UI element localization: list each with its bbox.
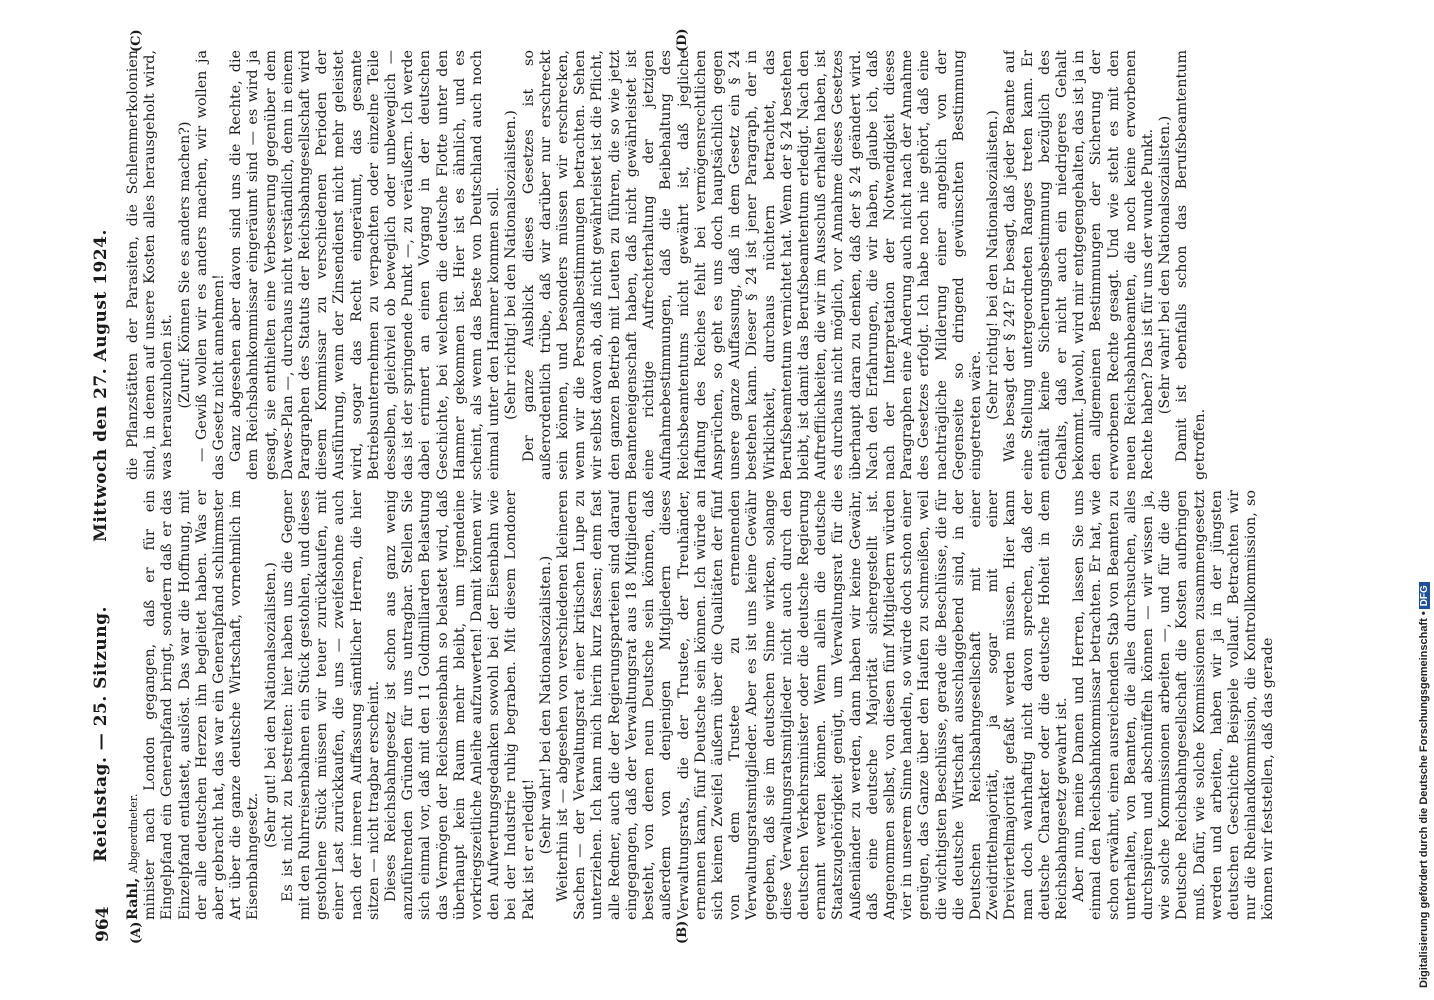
digitization-credit-strip — [1416, 8, 1434, 988]
interjection: (Sehr wahr! bei den Nationalsozialisten.) — [1157, 115, 1174, 415]
speaker-role: Abgeordneter. — [127, 793, 140, 874]
page-number: 964 — [93, 906, 113, 942]
session-date: Mittwoch den 27. August 1924. — [91, 229, 111, 542]
paragraph: Damit ist ebenfalls schon das Berufsbeamtentum getroffen. — [1174, 50, 1208, 480]
rotated-document-page — [85, 28, 1315, 944]
interjection: (Sehr wahr! bei den Nationalsozialisten.) — [537, 555, 554, 855]
paragraph: Der ganze Ausblick dieses Gesetzes ist so außerordentlich trübe, daß wir darüber nur erschreckt sein können, und besonders müssen wir erschrecken, wenn wir die Personalbestimmungen betrachten. Sehen wir selbst davon ab, daß nicht gewährleistet ist die Pflicht, den ganzen Betrieb mit Leuten zu führen, die so wie jetzt Beamteneigenschaft haben, daß nicht gewährleistet ist eine richtige Aufrechterhaltung der jetzigen Aufnahmebestimmungen, daß die Beibehaltung des Reichsbeamtentums nicht gewährt ist, daß jegliche Haftung des Reiches fehlt bei vermögensrechtlichen Ansprüchen, so geht es uns doch hauptsächlich gegen unsere ganze Auffassung, daß in dem Gesetz ein § 24 bestehen kann. Dieser § 24 ist jener Paragraph, der in Wirklichkeit, durchaus nüchtern betrachtet, das Berufsbeamtentum vernichtet hat. Wenn der § 24 bestehen bleibt, ist damit das Berufsbeamtentum erledigt. Nach den Auftrefflichkeiten, die wir im Ausschuß erhalten haben, ist es durchaus nicht möglich, vor Annahme dieses Gesetzes überhaupt daran zu denken, daß der § 24 geändert wird. Nach den Erfahrungen, die wir haben, glaube ich, daß nach der Interpretation der Notwendigkeit dieses Paragraphen eine Änderung auch nicht nach der Annahme des Gesetzes erfolgt. Ich habe noch nie gehört, daß eine nachträgliche Milderung einer angeblich von der Gegenseite so dringend gewünschten Bestimmung eingetreten wäre. — [520, 50, 984, 480]
text-column-left — [125, 490, 1305, 920]
paragraph: minister nach London gegangen, daß er für ein Eingelpfand ein Generalpfand bringt, sondern daß er das Einzelpfand entlastet, auslöst. Das war die Hoffnung, mit der alle deutschen Herzen ihn begleitet haben. Was er aber gebracht hat, das war ein Generalpfand schlimmster Art über die ganze deutsche Wirtschaft, vornehmlich im Eisenbahngesetz. — [142, 490, 262, 920]
text-column-right — [125, 50, 1305, 480]
margin-marker-d: (D) — [675, 28, 690, 52]
page-header — [85, 37, 125, 942]
paragraph: Weiterhin ist — abgesehen von verschiedenen kleineren Sachen — der Verwaltungsrat einer kritischen Lupe zu unterziehen. Ich kann mich hierin kurz fassen; denn fast alle Redner, auch die der Regierungsparteien sind darauf eingegangen, daß der Verwaltungsrat aus 18 Mitgliedern besteht, von denen neun Deutsche sein können, daß außerdem von denjenigen Mitgliedern dieses Verwaltungsrats, die der Trustee, der Treuhänder, ernennen kann, fünf Deutsche sein können. Ich würde an sich keinen Zweifel äußern über die Qualitäten der fünf von dem Trustee zu ernennenden Verwaltungsratsmitglieder. Aber es ist uns keine Gewähr gegeben, daß sie im deutschen Sinne wirken, solange diese Verwaltungsratsmitglieder nicht auch durch den deutschen Verkehrsminister oder die deutsche Regierung ernannt werden können. Wenn allein die deutsche Staatszugehörigkeit genügt, um Verwaltungsrat für die Außenländer zu werden, dann haben wir keine Gewähr, daß eine deutsche Majorität sichergestellt ist. Angenommen selbst, von diesen fünf Mitgliedern würden vier in unserem Sinne handeln, so würde doch schon einer genügen, das Ganze über den Haufen zu schmeißen, weil die wichtigsten Beschlüsse, gerade die Beschlüsse, die für die deutsche Wirtschaft ausschlaggebend sind, in der Deutschen Reichsbahngesellschaft mit einer Zweidrittelmajorität, ja sogar mit einer Dreiviertelmajorität gefaßt werden müssen. Hier kann man doch wahrhaftig nicht davon sprechen, daß der deutsche Charakter oder die deutsche Hoheit in dem Reichsbahngesetz gewahrt ist. — [555, 490, 1070, 920]
paragraph: — Gewiß wollen wir es anders machen, wir wollen ja das Gesetz nicht annehmen! — [193, 50, 228, 480]
speaker-line — [125, 490, 142, 920]
margin-marker-c: (C) — [129, 29, 144, 52]
interjection: (Zuruf: Können Sie es anders machen?) — [176, 121, 193, 409]
interjection: (Sehr gut! bei den Nationalsozialisten.) — [262, 562, 279, 848]
paragraph: Ganz abgesehen aber davon sind uns die Rechte, die dem Reichsbahnkommissar eingeräumt sind — es wird ja gesagt, sie enthielten eine Verbesserung gegenüber dem Dawes-Plan —, durchaus nicht verständlich, denn in einem Paragraphen des Statuts der Reichsbahngesellschaft wird diesem Kommissar zu verschiedenen Perioden der Ausführung, wenn der Zinsendienst nicht mehr geleistet wird, sogar das Recht eingeräumt, das gesamte Betriebsunternehmen zu verpachten oder einzelne Teile desselben, gleichviel ob beweglich oder unbeweglich — das ist der springende Punkt —, zu veräußern. Ich werde dabei erinnert an einen Vorgang in der deutschen Geschichte, bei welchem die deutsche Flotte unter den Hammer gekommen ist. Hier ist es ähnlich, und es scheint, als wenn das Beste von Deutschland auch noch einmal unter den Hammer kommen soll. — [228, 50, 503, 480]
interjection: (Sehr richtig! bei den Nationalsozialisten.) — [503, 110, 520, 420]
digitization-credit — [1418, 582, 1430, 988]
paragraph: Aber nun, meine Damen und Herren, lassen Sie uns einmal den Reichsbahnkommissar betrachten. Er hat, wie schon erwähnt, einen ausreichenden Stab von Beamten zu unterhalten, von Beamten, die alles durchsuchen, alles durchspüren und abschnüffeln können — wir wissen ja, wie solche Kommissionen arbeiten —, und für die die Deutsche Reichsbahngesellschaft die Kosten aufbringen muß. Dafür, wie solche Kommissionen zusammengesetzt werden und arbeiten, haben wir ja in der jüngsten deutschen Geschichte Beispiele vollauf. Betrachten wir nur die Rheinlandkommission, die Kontrollkommission, so können wir feststellen, daß das gerade — [1071, 490, 1277, 920]
dfg-logo: DFG — [1419, 582, 1430, 609]
paragraph: Was besagt der § 24? Er besagt, daß jeder Beamte auf eine Stellung untergeordneten Ranges treten kann. Er enthält keine Sicherungsbestimmung bezüglich des Gehalts, daß er nicht auch ein niedrigeres Gehalt bekommt. Jawohl, wird mir entgegengehalten, das ist ja in den allgemeinen Bestimmungen der Sicherung der erworbenen Rechte gesagt. Und wie steht es mit den neuen Reichsbahnbeamten, die noch keine erworbenen Rechte haben? Das ist für uns der wunde Punkt. — [1002, 50, 1156, 480]
speaker-name: Rahl, — [125, 877, 141, 920]
paragraph: Dieses Reichsbahngesetz ist schon aus ganz wenig anzuführenden Gründen für uns untragbar. Stellen Sie sich einmal vor, daß mit den 11 Goldmilliarden Belastung das Vermögen der Reichseisenbahn so belastet wird, daß überhaupt kein Raum mehr bleibt, um irgendeine vorkriegszeitliche Anleihe aufzuwerten! Damit können wir den Aufwertungsgedanken sowohl bei der Eisenbahn wie bei der Industrie ruhig begraben. Mit diesem Londoner Pakt ist er erledigt! — [383, 490, 537, 920]
session-title: Reichstag. — 25. Sitzung. — [91, 606, 111, 862]
margin-marker-a: (A) — [129, 921, 144, 944]
interjection: (Sehr richtig! bei den Nationalsozialisten.) — [985, 110, 1002, 420]
credit-text: Digitalisierung gefördert durch die Deutsche Forschungsgemeinschaft • — [1418, 611, 1430, 988]
paragraph: Es ist nicht zu bestreiten: hier haben uns die Gegner mit den Ruhrreisenbahnen ein Stück gestohlen, und dieses gestohlene Stück müssen wir teuer zurückkaufen, mit einer Last zurückkaufen, die uns — zweifelsohne auch nach der inneren Auffassung sämtlicher Herren, die hier sitzen — nicht tragbar erscheint. — [279, 490, 382, 920]
paragraph: die Pflanzstätten der Parasiten, die Schlemmerkolonien sind, in denen auf unsere Kosten alles herausgeholt wird, was herauszuholen ist. — [125, 50, 176, 480]
margin-marker-b: (B) — [675, 920, 690, 944]
